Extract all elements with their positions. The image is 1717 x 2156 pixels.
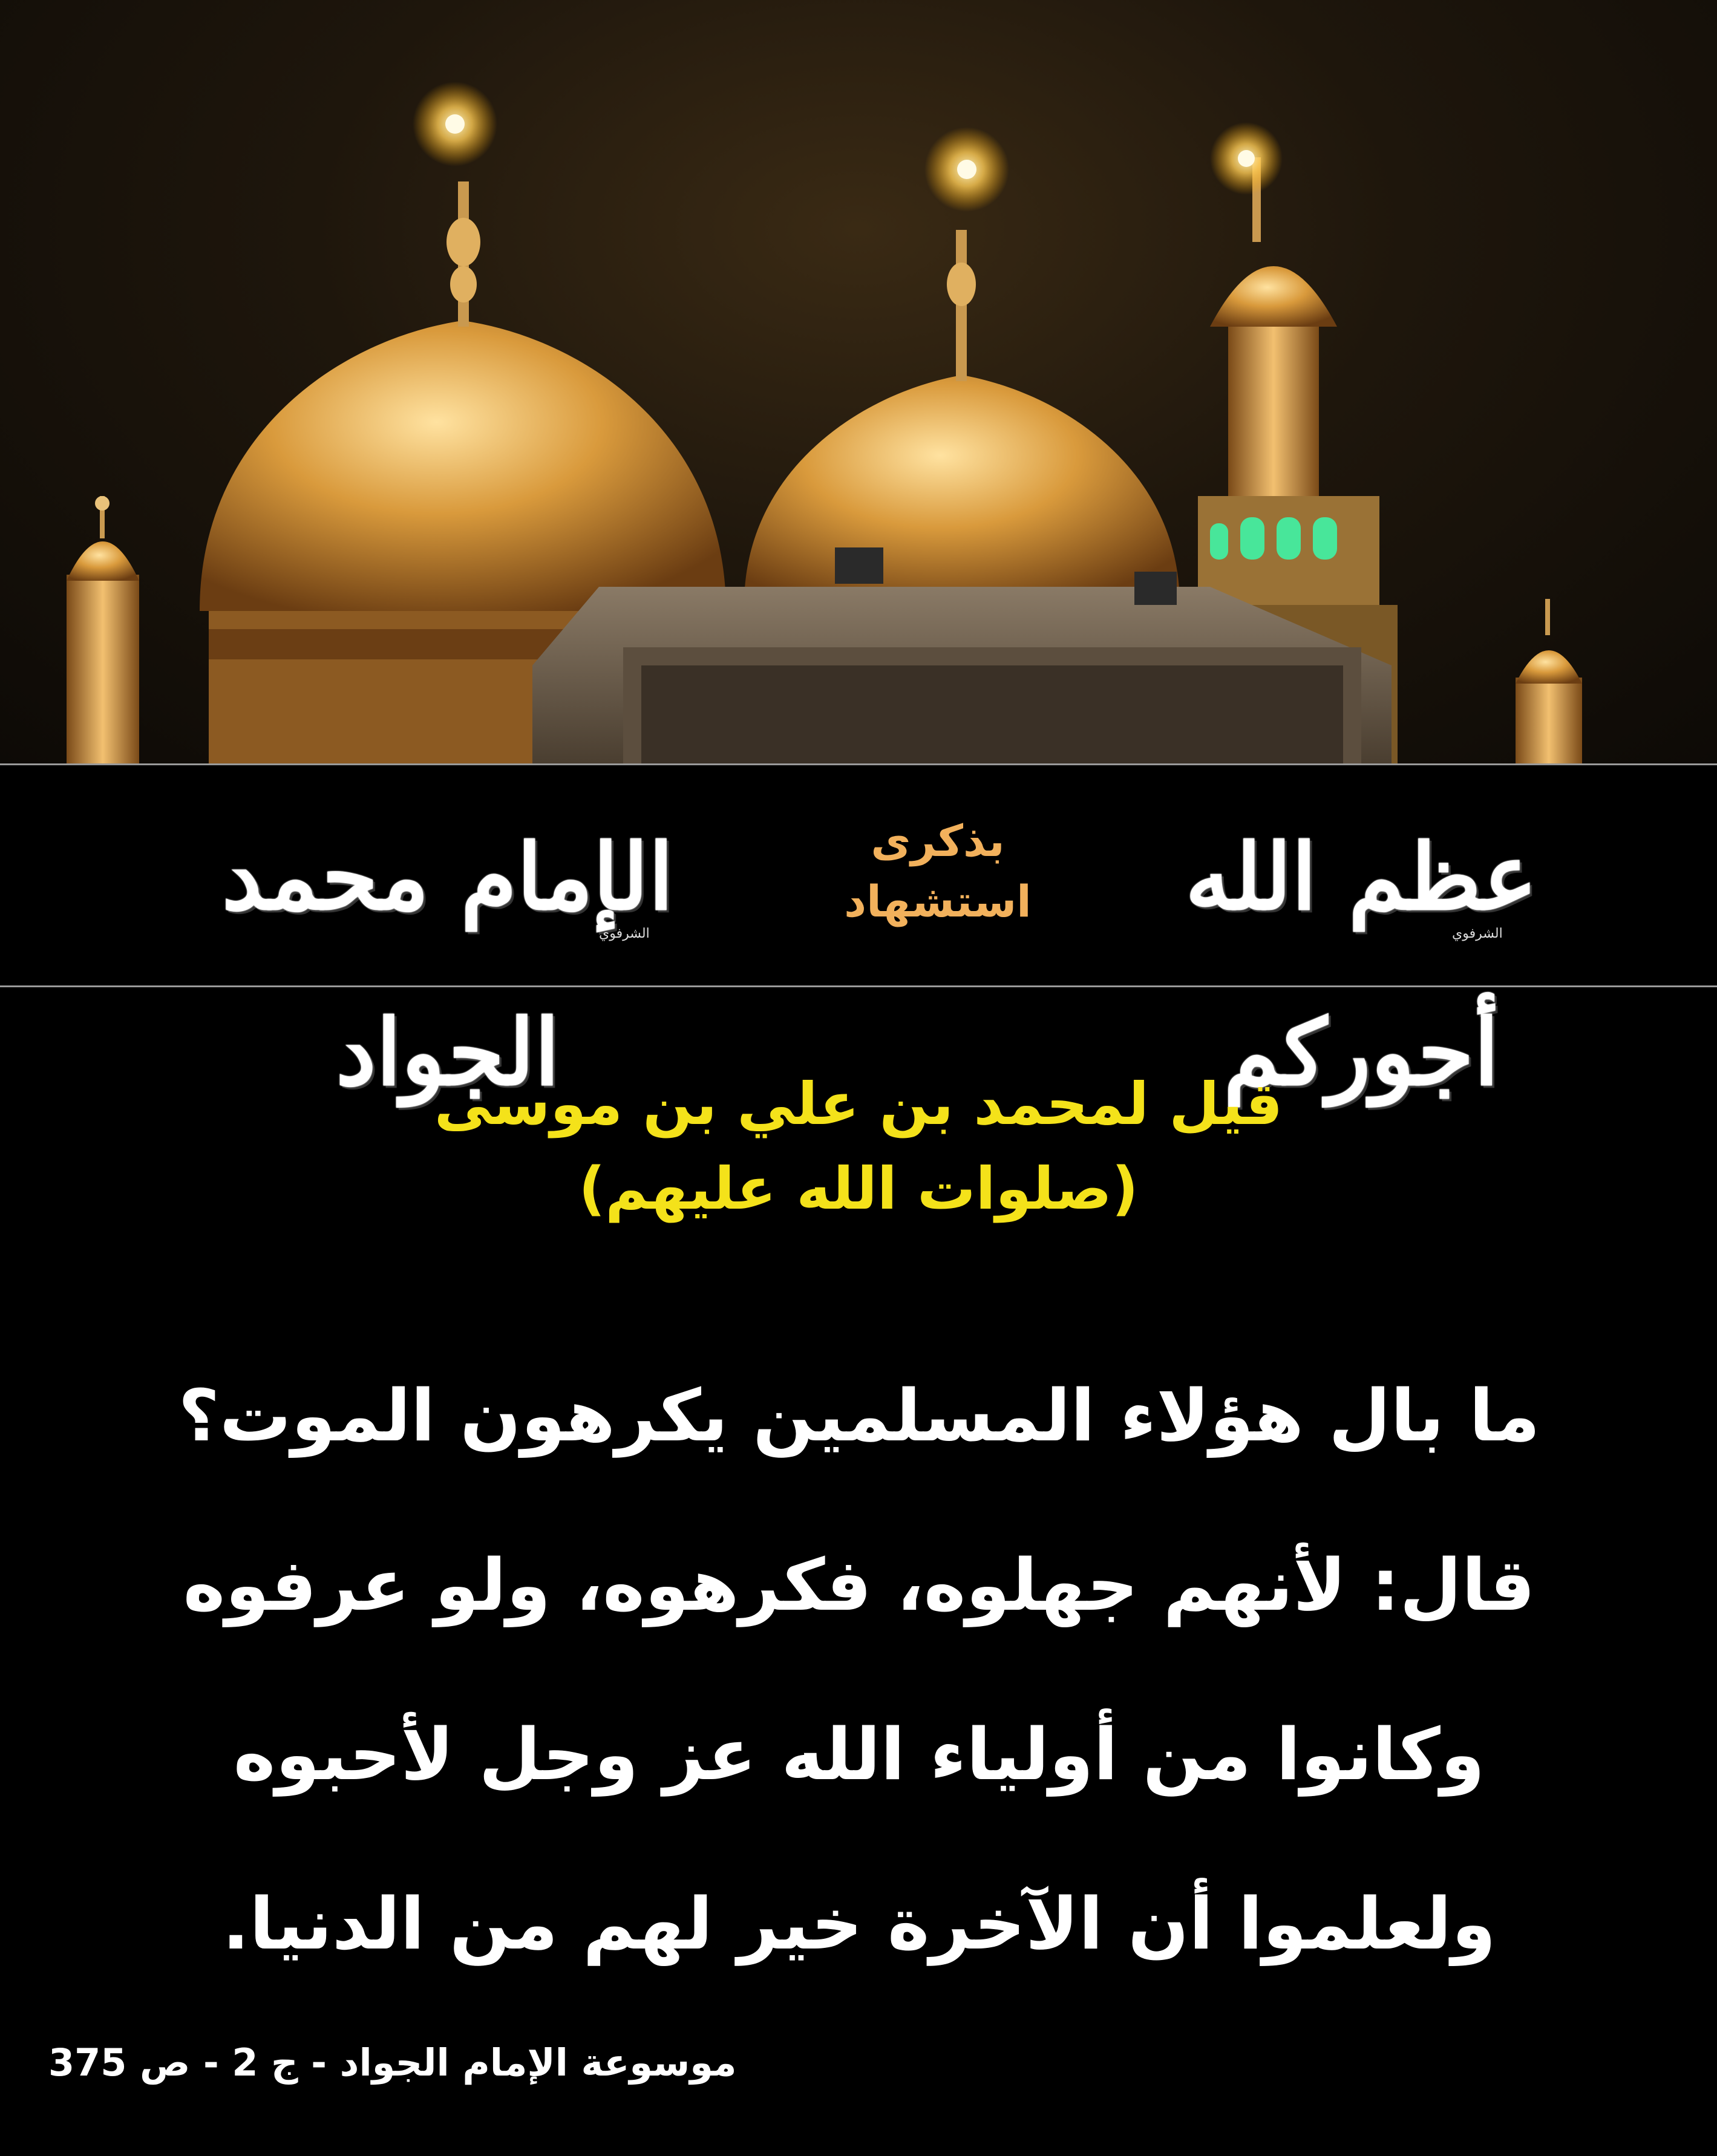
martyrdom-memorial-label [805,811,1071,932]
imam-name-calligraphy [115,789,780,1106]
shrine-domes-illustration [0,0,1717,763]
quote-line: ولعلموا أن الآخرة خير لهم من الدنيا. [222,1882,1496,1965]
memorial-line-1: بذكرى [871,815,1005,866]
condolence-calligraphy-text: عظم الله أجوركم [1185,824,1538,1106]
quote-line: وكانوا من أولياء الله عز وجل لأحبوه [233,1713,1485,1796]
small-minaret-left [67,496,139,763]
imam-name-text: الإمام محمد الجواد [221,824,674,1106]
quote-line: ما بال هؤلاء المسلمين يكرهون الموت؟ [178,1374,1540,1457]
quote-line: قال: لأنهم جهلوه، فكرهوه، ولو عرفوه [183,1543,1535,1627]
calligrapher-signature-left: الشرفوي [599,926,650,941]
quote-attribution-heading: قيل لمحمد بن علي بن موسى [434,1070,1283,1138]
shrine-photo [0,0,1717,763]
blessing-heading: (صلوات الله عليهم) [578,1155,1139,1223]
source-citation: موسوعة الإمام الجواد - ج 2 - ص 375 [48,2040,737,2085]
memorial-line-2: استشهاد [844,876,1032,927]
condolence-calligraphy [1101,789,1621,1106]
small-minaret-right [1516,599,1582,763]
calligrapher-signature-right: الشرفوي [1452,926,1503,941]
middle-golden-dome [744,127,1180,605]
hadith-quote [54,1331,1664,2008]
